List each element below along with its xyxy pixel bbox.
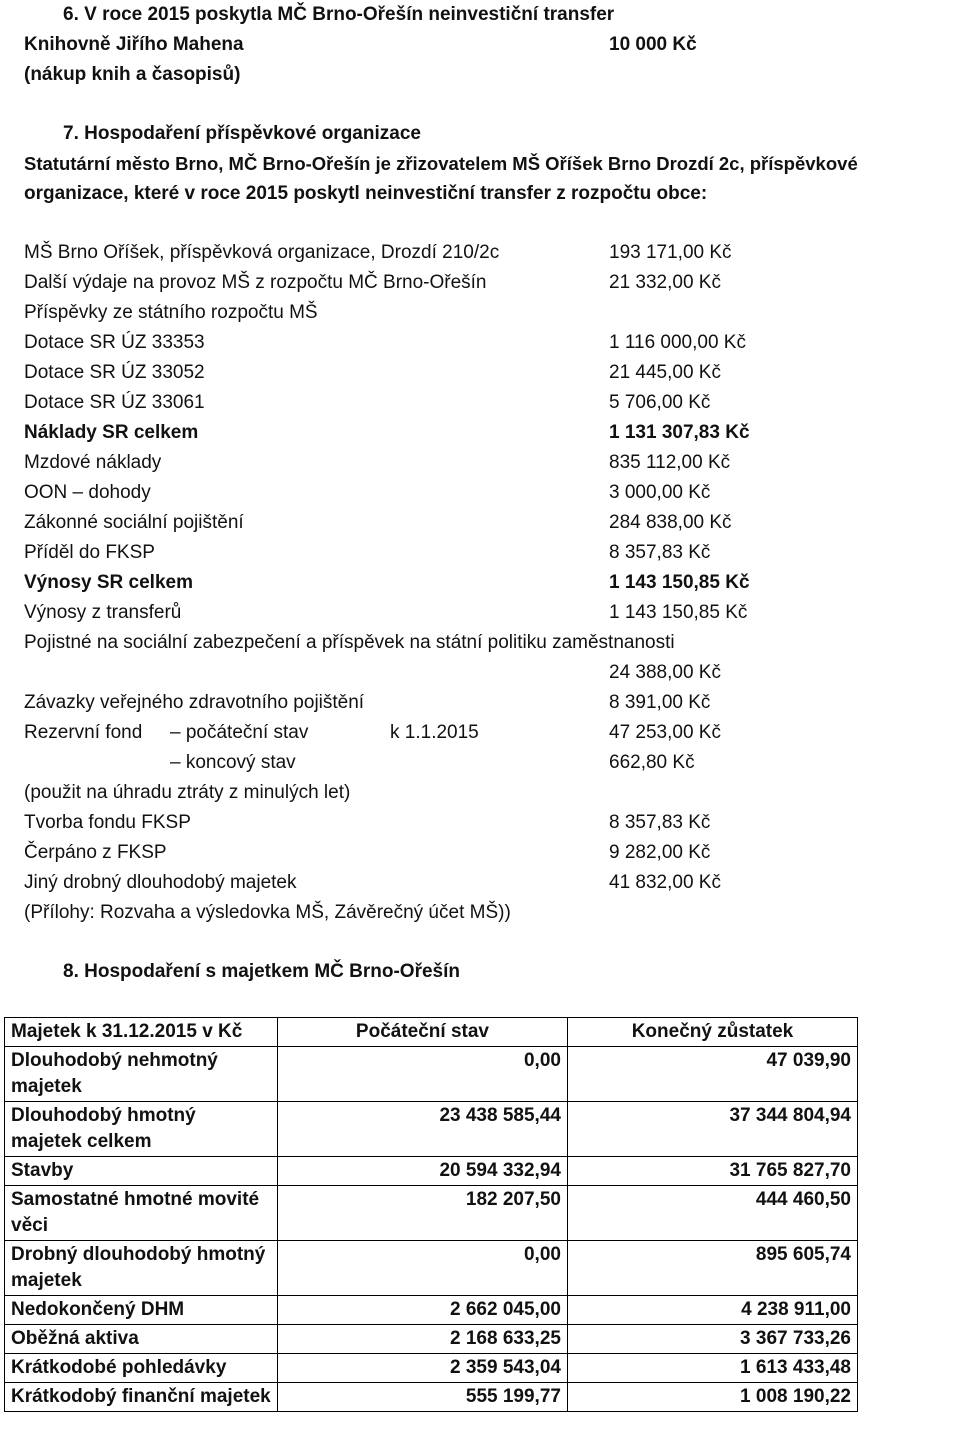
row-value: 1 143 150,85 Kč xyxy=(609,602,748,623)
cell-initial: 2 168 633,25 xyxy=(277,1325,567,1354)
row-value: 21 332,00 Kč xyxy=(609,272,721,293)
cell-final: 4 238 911,00 xyxy=(567,1296,857,1325)
cell-initial: 555 199,77 xyxy=(277,1383,567,1412)
cell-initial: 182 207,50 xyxy=(277,1186,567,1241)
cell-final: 1 008 190,22 xyxy=(567,1383,857,1412)
table-row xyxy=(5,1241,858,1296)
row-label: Dotace SR ÚZ 33353 xyxy=(24,332,205,353)
row-label: OON – dohody xyxy=(24,482,151,503)
table-row xyxy=(5,1186,858,1241)
zavazky-value: 8 391,00 Kč xyxy=(609,692,711,713)
cell-item: Samostatné hmotné movité věci xyxy=(5,1186,278,1241)
row-value: 193 171,00 Kč xyxy=(609,242,732,263)
row-value: 5 706,00 Kč xyxy=(609,392,711,413)
row-value: 1 131 307,83 Kč xyxy=(609,422,750,443)
cell-item: Stavby xyxy=(5,1157,278,1186)
fksp-cerpano-label: Čerpáno z FKSP xyxy=(24,842,167,863)
cell-item: Krátkodobý finanční majetek xyxy=(5,1383,278,1412)
row-label: MŠ Brno Oříšek, příspěvková organizace, Drozdí 210/2c xyxy=(24,242,500,263)
row-label: Další výdaje na provoz MŠ z rozpočtu MČ Brno-Ořešín xyxy=(24,272,487,293)
fksp-tvorba-value: 8 357,83 Kč xyxy=(609,812,711,833)
header-konecny-zustatek: Konečný zůstatek xyxy=(567,1018,857,1047)
cell-final: 47 039,90 xyxy=(567,1047,857,1102)
majetek-table-header xyxy=(5,1018,858,1047)
cell-final: 895 605,74 xyxy=(567,1241,857,1296)
fksp-cerpano-value: 9 282,00 Kč xyxy=(609,842,711,863)
cell-final: 444 460,50 xyxy=(567,1186,857,1241)
row-value: 835 112,00 Kč xyxy=(609,452,731,473)
header-majetek: Majetek k 31.12.2015 v Kč xyxy=(5,1018,278,1047)
table-row xyxy=(5,1354,858,1383)
cell-item: Nedokončený DHM xyxy=(5,1296,278,1325)
rezervni-fond-start-value: 47 253,00 Kč xyxy=(609,722,721,743)
cell-item: Dlouhodobý nehmotný majetek xyxy=(5,1047,278,1102)
rezervni-fond-note: (použit na úhradu ztráty z minulých let) xyxy=(24,782,351,803)
table-row xyxy=(5,1383,858,1412)
row-label: Dotace SR ÚZ 33061 xyxy=(24,392,205,413)
row-value: 1 143 150,85 Kč xyxy=(609,572,750,593)
row-label: Zákonné sociální pojištění xyxy=(24,512,244,533)
rezervni-fond-start-label: – počáteční stav xyxy=(170,722,309,743)
majetek-table-body xyxy=(5,1047,858,1412)
row-value: 8 357,83 Kč xyxy=(609,542,711,563)
cell-item: Drobný dlouhodobý hmotný majetek xyxy=(5,1241,278,1296)
section8-heading: 8. Hospodaření s majetkem MČ Brno-Ořešín xyxy=(63,961,460,982)
row-label: Příspěvky ze státního rozpočtu MŠ xyxy=(24,302,318,323)
cell-final: 3 367 733,26 xyxy=(567,1325,857,1354)
section6-heading: 6. V roce 2015 poskytla MČ Brno-Ořešín neinvestiční transfer xyxy=(63,4,615,25)
jiny-majetek-label: Jiný drobný dlouhodobý majetek xyxy=(24,872,297,893)
row-value: 3 000,00 Kč xyxy=(609,482,711,503)
section7-intro-line2: organizace, které v roce 2015 poskytl neinvestiční transfer z rozpočtu obce: xyxy=(24,183,708,204)
cell-final: 1 613 433,48 xyxy=(567,1354,857,1383)
row-label: Výnosy SR celkem xyxy=(24,572,193,593)
section6-amount: 10 000 Kč xyxy=(609,34,697,55)
row-label: Výnosy z transferů xyxy=(24,602,182,623)
row-value: 284 838,00 Kč xyxy=(609,512,732,533)
jiny-majetek-value: 41 832,00 Kč xyxy=(609,872,721,893)
cell-initial: 0,00 xyxy=(277,1241,567,1296)
table-row xyxy=(5,1296,858,1325)
cell-final: 37 344 804,94 xyxy=(567,1102,857,1157)
row-label: Náklady SR celkem xyxy=(24,422,199,443)
cell-initial: 2 359 543,04 xyxy=(277,1354,567,1383)
rezervni-fond-start-date: k 1.1.2015 xyxy=(390,722,479,743)
majetek-table xyxy=(4,1017,858,1412)
row-label: Mzdové náklady xyxy=(24,452,162,473)
attachments-note: (Přílohy: Rozvaha a výsledovka MŠ, Závěrečný účet MŠ)) xyxy=(24,902,511,923)
rezervni-fond-end-label: – koncový stav xyxy=(170,752,296,773)
header-pocatecni-stav: Počáteční stav xyxy=(277,1018,567,1047)
cell-item: Dlouhodobý hmotný majetek celkem xyxy=(5,1102,278,1157)
pojistne-label: Pojistné na sociální zabezpečení a příspěvek na státní politiku zaměstnanosti xyxy=(24,632,675,653)
table-row xyxy=(5,1047,858,1102)
row-label: Dotace SR ÚZ 33052 xyxy=(24,362,205,383)
fksp-tvorba-label: Tvorba fondu FKSP xyxy=(24,812,191,833)
cell-initial: 0,00 xyxy=(277,1047,567,1102)
table-row xyxy=(5,1157,858,1186)
cell-initial: 2 662 045,00 xyxy=(277,1296,567,1325)
rezervni-fond-label: Rezervní fond xyxy=(24,722,143,743)
rezervni-fond-end-value: 662,80 Kč xyxy=(609,752,695,773)
table-row xyxy=(5,1102,858,1157)
section7-heading: 7. Hospodaření příspěvkové organizace xyxy=(63,123,421,144)
cell-initial: 23 438 585,44 xyxy=(277,1102,567,1157)
zavazky-label: Závazky veřejného zdravotního pojištění xyxy=(24,692,365,713)
section6-purpose: (nákup knih a časopisů) xyxy=(24,64,241,85)
cell-final: 31 765 827,70 xyxy=(567,1157,857,1186)
pojistne-value: 24 388,00 Kč xyxy=(609,662,721,683)
table-row xyxy=(5,1325,858,1354)
row-label: Příděl do FKSP xyxy=(24,542,155,563)
cell-item: Krátkodobé pohledávky xyxy=(5,1354,278,1383)
cell-initial: 20 594 332,94 xyxy=(277,1157,567,1186)
row-value: 21 445,00 Kč xyxy=(609,362,721,383)
cell-item: Oběžná aktiva xyxy=(5,1325,278,1354)
section6-recipient: Knihovně Jiřího Mahena xyxy=(24,34,244,55)
section7-intro-line1: Statutární město Brno, MČ Brno-Ořešín je zřizovatelem MŠ Oříšek Brno Drozdí 2c, příspěvkové xyxy=(24,153,858,174)
row-value: 1 116 000,00 Kč xyxy=(609,332,746,353)
